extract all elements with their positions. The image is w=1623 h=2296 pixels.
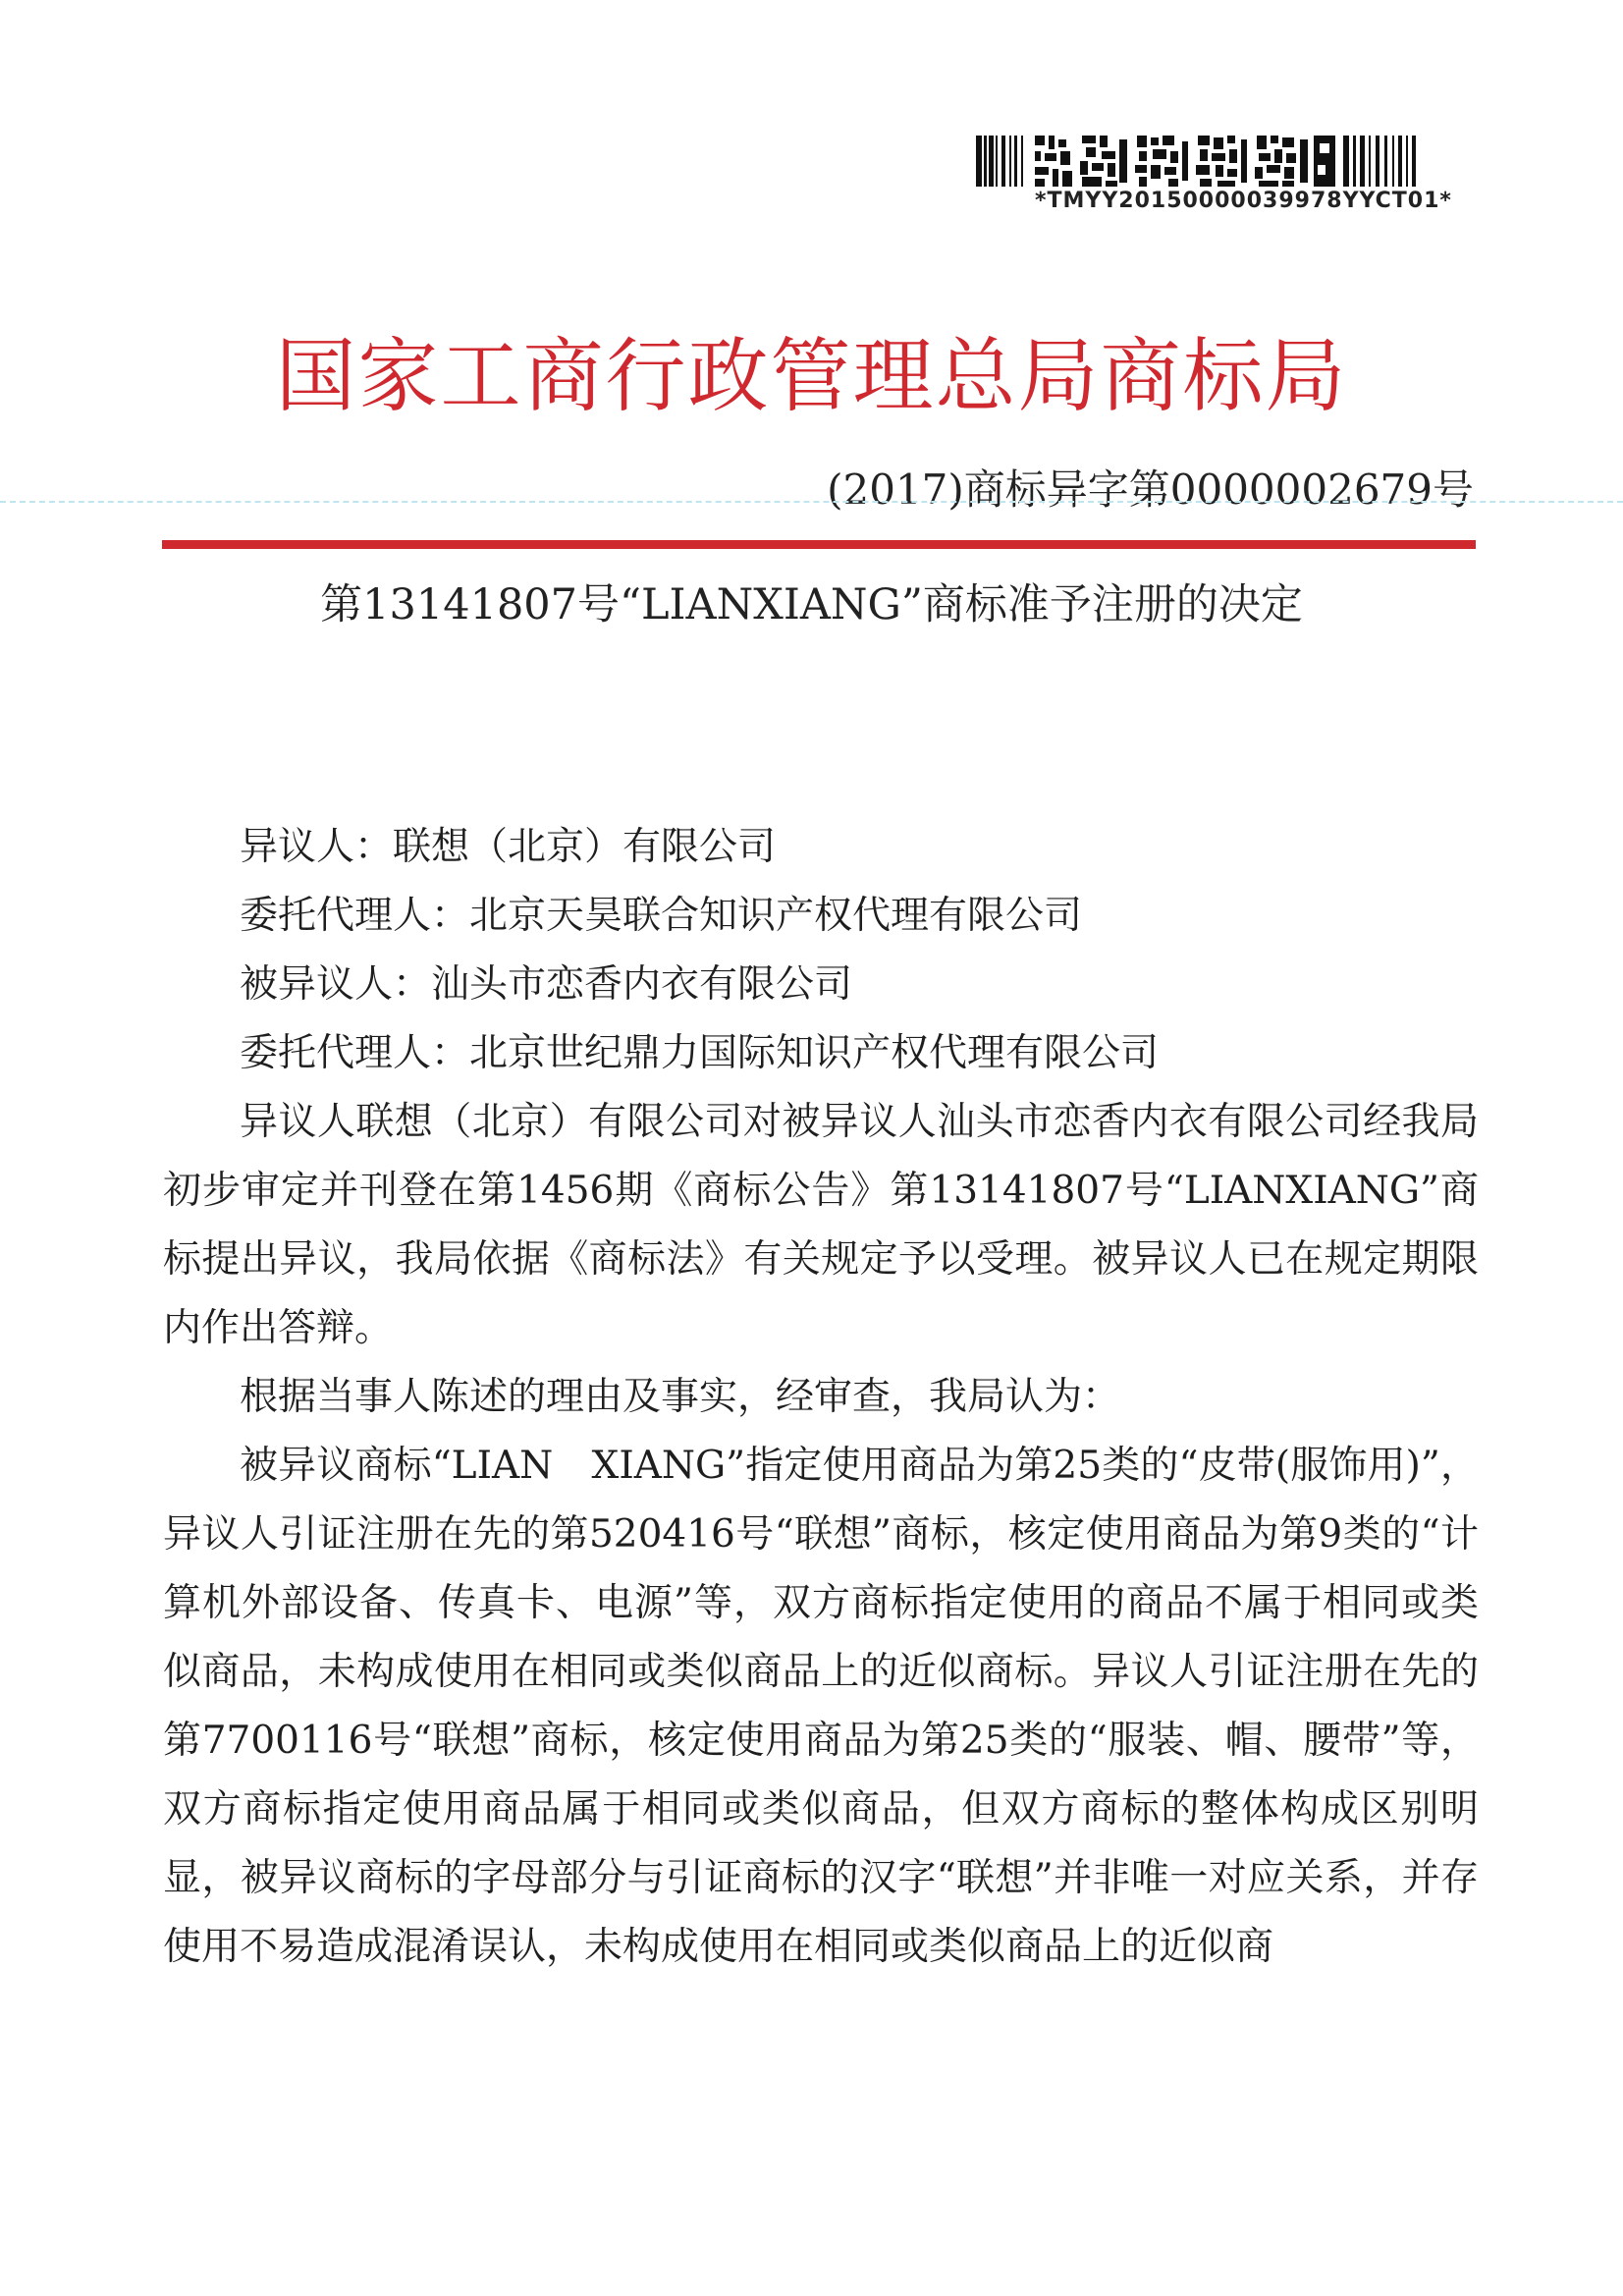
paragraph-review-finding: 被异议商标“LIAN XIANG”指定使用商品为第25类的“皮带(服饰用)”，异议人引证注册在先的第520416号“联想”商标，核定使用商品为第9类的“计算机外部设备、传真卡、电源”等，双方商标指定使用的商品不属于相同或类似商品，未构成使用在相同或类似商品上的近似商标。异议人引证注册在先的第7700116号“联想”商标，核定使用商品为第25类的“服装、帽、腰带”等，双方商标指定使用商品属于相同或类似商品，但双方商标的整体构成区别明显，被异议商标的字母部分与引证商标的汉字“联想”并非唯一对应关系，并存使用不易造成混淆误认，未构成使用在相同或类似商品上的近似商 [163,1444,1479,1969]
paragraph-case-background: 异议人联想（北京）有限公司对被异议人汕头市恋香内衣有限公司经我局初步审定并刊登在第1456期《商标公告》第13141807号“LIANXIANG”商标提出异议，我局依据《商标法》有关规定予以受理。被异议人已在规定期限内作出答辩。 [163,1100,1479,1350]
party-respondent-agent: 委托代理人：北京世纪鼎力国际知识产权代理有限公司 [240,1031,1160,1075]
red-separator-rule [162,540,1476,549]
party-respondent: 被异议人：汕头市恋香内衣有限公司 [240,962,853,1007]
scan-dashed-line [0,501,1623,503]
document-number: (2017)商标异字第0000002679号 [827,465,1474,514]
barcode-text: *TMYY20150000039978YYCT01* [1035,189,1452,213]
agency-name: 国家工商行政管理总局商标局 [275,330,1348,423]
party-opponent: 异议人：联想（北京）有限公司 [240,825,777,869]
document-body [163,813,1479,1982]
barcode [976,136,1452,213]
barcode-graphic [976,136,1430,187]
paragraph-review-intro: 根据当事人陈述的理由及事实，经审查，我局认为： [240,1375,1121,1419]
decision-title: 第13141807号“LIANXIANG”商标准予注册的决定 [320,580,1303,629]
party-opponent-agent: 委托代理人：北京天昊联合知识产权代理有限公司 [240,894,1083,938]
